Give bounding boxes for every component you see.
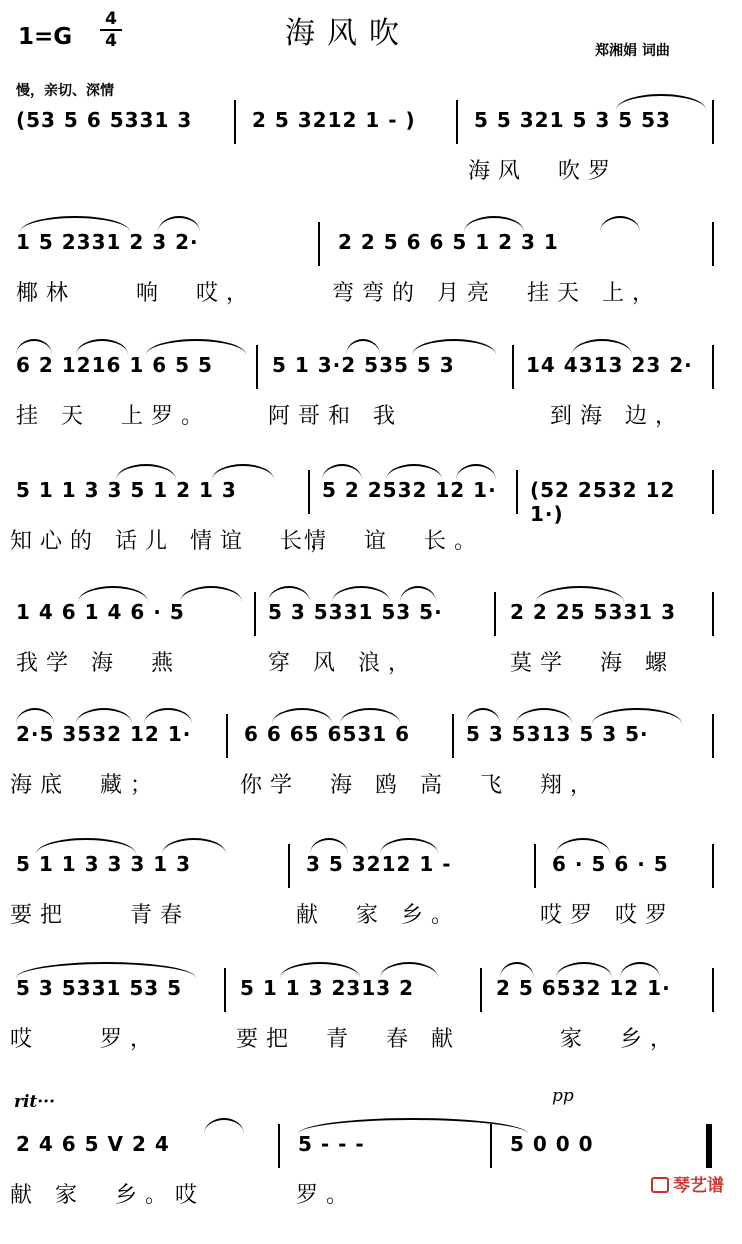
song-title: 海风吹 xyxy=(285,16,411,51)
measure-group: 3 5 3212 1 - xyxy=(306,852,452,876)
time-signature-bottom: 4 xyxy=(105,31,117,51)
lyric-line: 献 家 乡。 xyxy=(296,903,461,928)
measure-group: 6 6 65 6531 6 xyxy=(244,722,411,746)
lyric-line: 莫学 海 螺 xyxy=(510,651,675,676)
logo-icon xyxy=(651,1177,669,1193)
pianissimo-mark: pp xyxy=(552,1086,574,1106)
staff-system-7 xyxy=(0,844,742,964)
measure-group: 14 4313 23 2· xyxy=(526,353,693,377)
measure-group: 5 1 1 3 3 3 1 3 xyxy=(16,852,192,876)
staff-system-8 xyxy=(0,968,742,1088)
lyric-line: 情 谊 长。 xyxy=(304,529,485,554)
staff-system-2 xyxy=(0,222,742,342)
lyric-line: 我学 海 燕 xyxy=(16,651,181,676)
measure-group: 2 2 25 5331 3 xyxy=(510,600,677,624)
measure-group: 2·5 3532 12 1· xyxy=(16,722,192,746)
measure-group: (53 5 6 5331 3 xyxy=(16,108,193,132)
ritardando-mark: rit··· xyxy=(14,1092,56,1112)
staff-system-1 xyxy=(0,100,742,220)
measure-group: 5 0 0 0 xyxy=(510,1132,594,1156)
measure-group: 5 3 5331 53 5· xyxy=(268,600,443,624)
measure-group: (52 2532 12 1·) xyxy=(530,478,676,526)
measure-group: 5 2 2532 12 1· xyxy=(322,478,497,502)
measure-group: 5 3 5331 53 5 xyxy=(16,976,183,1000)
lyric-line: 哎 罗， xyxy=(10,1027,161,1052)
time-signature xyxy=(100,10,122,50)
measure-group: 2 4 6 5 V 2 4 xyxy=(16,1132,170,1156)
lyric-line: 飞 翔， xyxy=(480,773,601,798)
lyric-line: 要把 青 春 献 xyxy=(236,1027,461,1052)
staff-system-6 xyxy=(0,714,742,834)
tempo-marking: 慢，亲切、深情 xyxy=(16,83,114,99)
lyric-line: 海风 吹罗 xyxy=(468,159,619,184)
lyric-line: 要把 青春 xyxy=(10,903,191,928)
lyric-line: 阿哥和 我 xyxy=(268,404,403,429)
staff-system-9 xyxy=(0,1124,742,1244)
measure-group: 5 5 321 5 3 5 53 xyxy=(474,108,671,132)
measure-group: 5 1 3·2 535 5 3 xyxy=(272,353,455,377)
lyric-line: 罗。 xyxy=(296,1183,357,1208)
lyric-line: 弯弯的 月亮 挂天 上， xyxy=(332,281,662,306)
lyric-line: 知心的 话儿 情谊 长， xyxy=(10,529,340,554)
lyric-line: 海底 藏； xyxy=(10,773,161,798)
lyric-line: 你学 海 鸥 高 xyxy=(240,773,450,798)
measure-group: 1 4 6 1 4 6 · 5 xyxy=(16,600,185,624)
measure-group: 5 1 1 3 2313 2 xyxy=(240,976,415,1000)
measure-group: 6 2 1216 1 6 5 5 xyxy=(16,353,213,377)
measure-group: 2 5 6532 12 1· xyxy=(496,976,671,1000)
lyric-line: 哎罗 哎罗 xyxy=(540,903,675,928)
measure-group: 2 2 5 6 6 5 1 2 3 1 xyxy=(338,230,559,254)
measure-group: 2 5 3212 1 - ) xyxy=(252,108,416,132)
key-signature: 1=G xyxy=(18,24,73,50)
measure-group: 5 1 1 3 3 5 1 2 1 3 xyxy=(16,478,237,502)
watermark-text: 琴艺谱 xyxy=(673,1176,724,1196)
lyric-line: 挂 天 上罗。 xyxy=(16,404,211,429)
time-signature-top: 4 xyxy=(105,9,117,29)
lyric-line: 家 乡， xyxy=(560,1027,681,1052)
lyric-line: 椰林 响 哎， xyxy=(16,281,257,306)
measure-group: 5 3 5313 5 3 5· xyxy=(466,722,649,746)
site-watermark xyxy=(651,1171,724,1196)
staff-system-4 xyxy=(0,470,742,590)
staff-system-3 xyxy=(0,345,742,465)
composer-credit: 郑湘娟 词曲 xyxy=(595,43,670,59)
lyric-line: 献 家 乡。哎 xyxy=(10,1183,205,1208)
lyric-line: 穿 风 浪， xyxy=(268,651,418,676)
staff-system-5 xyxy=(0,592,742,712)
measure-group: 5 - - - xyxy=(298,1132,365,1156)
measure-group: 6 · 5 6 · 5 xyxy=(552,852,669,876)
measure-group: 1 5 2331 2 3 2· xyxy=(16,230,199,254)
lyric-line: 到海 边， xyxy=(520,404,685,429)
